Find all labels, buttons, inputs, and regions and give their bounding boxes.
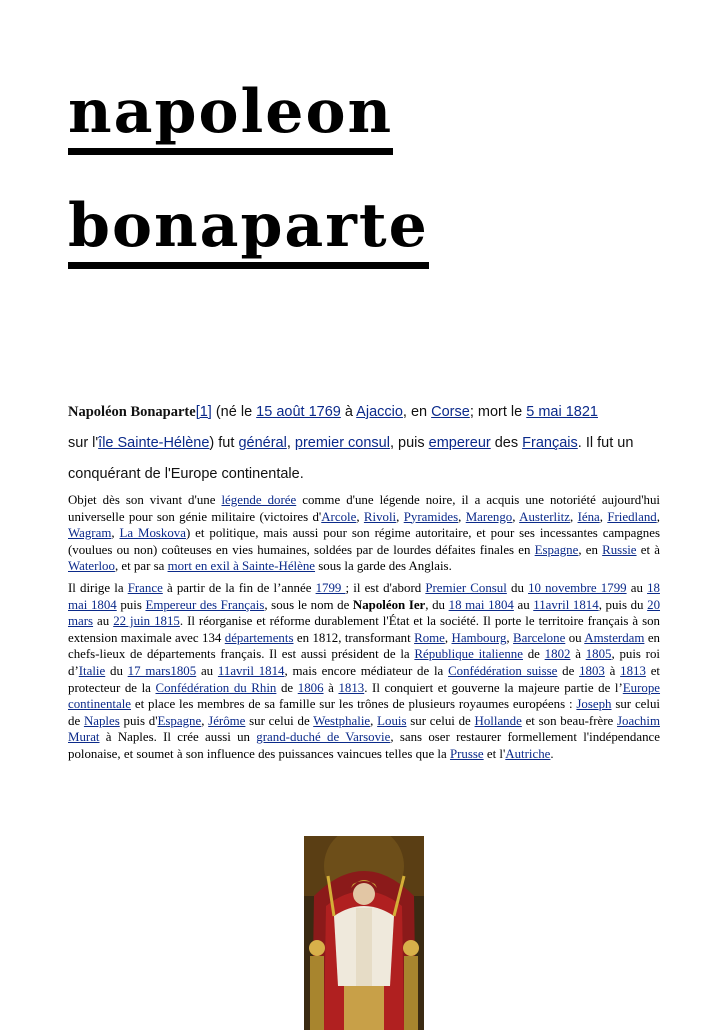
text: , bbox=[356, 509, 364, 524]
link[interactable]: Pyramides bbox=[403, 509, 459, 524]
link[interactable]: grand-duché de Varsovie bbox=[256, 730, 391, 745]
text: Objet dès son vivant d'une bbox=[68, 493, 222, 507]
footnote-link[interactable]: [1] bbox=[195, 404, 212, 420]
link[interactable]: Italie bbox=[78, 663, 106, 678]
link[interactable]: Naples bbox=[83, 713, 120, 728]
link[interactable]: Hollande bbox=[474, 713, 522, 728]
birth-date-link[interactable]: 15 août 1769 bbox=[256, 404, 341, 420]
text: . Il réorganise et réforme durablement l'État et la société. Il porte le territoire français à son extension maximale avec 134 bbox=[68, 614, 661, 645]
link[interactable]: Westphalie bbox=[313, 713, 371, 728]
text: ou bbox=[565, 630, 585, 645]
link[interactable]: Louis bbox=[377, 713, 407, 728]
text: , du bbox=[425, 597, 449, 612]
francais-link[interactable]: Français bbox=[522, 435, 578, 451]
text: , sans oser restaurer formellement l'indépendance polonaise, et soumet à son influence des puissances vaincues telles que la bbox=[68, 730, 660, 761]
text: à partir de la fin de l’année bbox=[162, 580, 316, 595]
text: et l' bbox=[483, 746, 506, 761]
link[interactable]: 1799 bbox=[315, 580, 346, 595]
ile-link[interactable]: île Sainte-Hélène bbox=[98, 435, 210, 451]
link[interactable]: Joachim Murat bbox=[68, 713, 660, 745]
link[interactable]: Barcelone bbox=[513, 630, 566, 645]
link[interactable]: Arcole bbox=[321, 509, 357, 524]
text: et protecteur de la bbox=[68, 663, 660, 695]
text: sur celui de bbox=[245, 713, 314, 728]
bold-name: Napoléon Ier bbox=[352, 597, 426, 612]
text: , bbox=[286, 435, 295, 451]
text: . Il fut un conquérant de l'Europe continentale. bbox=[68, 435, 634, 482]
link[interactable]: Prusse bbox=[449, 746, 484, 761]
link[interactable]: 22 juin 1815 bbox=[113, 614, 180, 629]
link[interactable]: Amsterdam bbox=[584, 630, 645, 645]
text: au bbox=[93, 614, 114, 629]
link[interactable]: 1813 bbox=[338, 680, 365, 695]
text: , puis du bbox=[598, 597, 648, 612]
text: , en bbox=[578, 542, 603, 557]
link[interactable]: Waterloo bbox=[68, 559, 115, 574]
text: comme d'une légende noire, il a acquis une notoriété aujourd'hui universelle pour son génie militaire (victoires d' bbox=[68, 493, 660, 524]
link[interactable]: Espagne bbox=[534, 542, 579, 557]
premier-consul-link[interactable]: premier consul bbox=[294, 435, 390, 451]
link[interactable]: 11avril 1814 bbox=[217, 663, 285, 678]
link[interactable]: Hambourg bbox=[451, 630, 507, 645]
text: Il dirige la bbox=[68, 580, 128, 595]
link[interactable]: 18 mai 1804 bbox=[448, 597, 514, 612]
text: puis d' bbox=[119, 713, 158, 728]
text: , bbox=[512, 509, 520, 524]
link[interactable]: République italienne bbox=[414, 647, 523, 662]
napoleon-portrait-image bbox=[304, 836, 424, 1030]
text: , bbox=[458, 509, 466, 524]
subject-name: Napoléon Bonaparte bbox=[68, 404, 196, 420]
text: , en bbox=[402, 404, 432, 420]
text: sur l' bbox=[68, 435, 99, 451]
text: sur celui de bbox=[68, 697, 660, 728]
text: des bbox=[490, 435, 523, 451]
link[interactable]: Europe continentale bbox=[68, 680, 661, 712]
text: à bbox=[323, 680, 339, 695]
text: et à bbox=[636, 542, 660, 557]
link[interactable]: 17 mars1805 bbox=[127, 663, 197, 678]
link[interactable]: Russie bbox=[602, 542, 637, 557]
text: , bbox=[656, 509, 660, 524]
text: , bbox=[569, 509, 578, 524]
text: , et par sa bbox=[114, 559, 168, 574]
text: , bbox=[396, 509, 404, 524]
text: , bbox=[370, 713, 378, 728]
text: au bbox=[196, 663, 218, 678]
link[interactable]: France bbox=[127, 580, 163, 595]
article-body bbox=[68, 397, 660, 763]
link[interactable]: Rome bbox=[414, 630, 445, 645]
link[interactable]: 20 mars bbox=[68, 597, 661, 629]
link[interactable]: Rivoli bbox=[363, 509, 397, 524]
text: du bbox=[105, 663, 128, 678]
link[interactable]: Wagram bbox=[68, 526, 112, 541]
text: , bbox=[201, 713, 209, 728]
text: et son beau-frère bbox=[521, 713, 618, 728]
link[interactable]: La Moskova bbox=[119, 526, 186, 541]
link[interactable]: mort en exil à Sainte-Hélène bbox=[167, 559, 316, 574]
text: à bbox=[570, 647, 586, 662]
text: du bbox=[506, 580, 529, 595]
death-date-link[interactable]: 5 mai 1821 bbox=[526, 404, 598, 420]
link[interactable]: Jérôme bbox=[208, 713, 246, 728]
link[interactable]: 1803 bbox=[579, 663, 605, 678]
link[interactable]: Austerlitz bbox=[519, 509, 570, 524]
link[interactable]: 1813 bbox=[620, 663, 646, 678]
text: de bbox=[522, 647, 545, 662]
link[interactable]: 10 novembre 1799 bbox=[528, 580, 627, 595]
empereur-link[interactable]: empereur bbox=[428, 435, 491, 451]
link[interactable]: légende dorée bbox=[221, 493, 297, 507]
text: , bbox=[111, 526, 120, 541]
link[interactable]: Empereur des Français bbox=[145, 597, 265, 612]
text: puis bbox=[116, 597, 146, 612]
text: au bbox=[626, 580, 648, 595]
text: , mais encore médiateur de la bbox=[284, 663, 449, 678]
title-line-1: napoleon bbox=[68, 82, 393, 155]
text: de bbox=[276, 680, 298, 695]
paragraph-2 bbox=[68, 580, 660, 763]
link[interactable]: Premier Consul bbox=[425, 580, 507, 595]
text: ) fut bbox=[209, 435, 239, 451]
text: de bbox=[557, 663, 580, 678]
text: à bbox=[340, 404, 357, 420]
text: , bbox=[444, 630, 452, 645]
text: au bbox=[513, 597, 534, 612]
text: à bbox=[604, 663, 621, 678]
text: et place les membres de sa famille sur les trônes de plusieurs royaumes européens : bbox=[131, 697, 577, 712]
text: , bbox=[506, 630, 514, 645]
lead-paragraph bbox=[68, 397, 660, 490]
link[interactable]: 1802 bbox=[544, 647, 571, 662]
text: à Naples. Il crée aussi un bbox=[99, 730, 257, 745]
link[interactable]: Autriche bbox=[505, 746, 551, 761]
text: , sous le nom de bbox=[264, 597, 353, 612]
text: . Il conquiert et gouverne la majeure partie de l’ bbox=[364, 680, 623, 695]
link[interactable]: Confédération suisse bbox=[448, 663, 558, 678]
text: ; mort le bbox=[469, 404, 527, 420]
text: , bbox=[599, 509, 608, 524]
link[interactable]: Espagne bbox=[157, 713, 202, 728]
link[interactable]: Iéna bbox=[577, 509, 600, 524]
text: sous la garde des Anglais. bbox=[315, 559, 452, 574]
general-link[interactable]: général bbox=[238, 435, 287, 451]
link[interactable]: Friedland bbox=[607, 509, 657, 524]
text: ; il est d'abord bbox=[345, 580, 426, 595]
ajaccio-link[interactable]: Ajaccio bbox=[356, 404, 403, 420]
link[interactable]: Joseph bbox=[576, 697, 612, 712]
title-line-2: bonaparte bbox=[68, 196, 429, 269]
text: (né le bbox=[211, 404, 257, 420]
text: en chefs-lieux de départements français. Il est aussi président de la bbox=[68, 630, 660, 662]
link[interactable]: départements bbox=[224, 630, 294, 645]
link[interactable]: 11avril 1814 bbox=[533, 597, 599, 612]
text: en 1812, transformant bbox=[293, 630, 415, 645]
link[interactable]: 1805 bbox=[585, 647, 612, 662]
text: , puis roi d’ bbox=[68, 647, 661, 678]
link[interactable]: Marengo bbox=[465, 509, 513, 524]
corse-link[interactable]: Corse bbox=[431, 404, 470, 420]
text: , puis bbox=[389, 435, 429, 451]
text: ) et politique, mais aussi pour son régime autoritaire, et pour ses incessantes campagnes (voulues ou non) coûteuses en vies humaines, soldées par de lourdes défaites finales en bbox=[68, 526, 660, 557]
paragraph-1 bbox=[68, 492, 660, 575]
link[interactable]: 18 mai 1804 bbox=[68, 580, 660, 612]
text: . bbox=[550, 746, 554, 761]
link[interactable]: Confédération du Rhin bbox=[155, 680, 277, 695]
text: sur celui de bbox=[406, 713, 475, 728]
link[interactable]: 1806 bbox=[297, 680, 324, 695]
